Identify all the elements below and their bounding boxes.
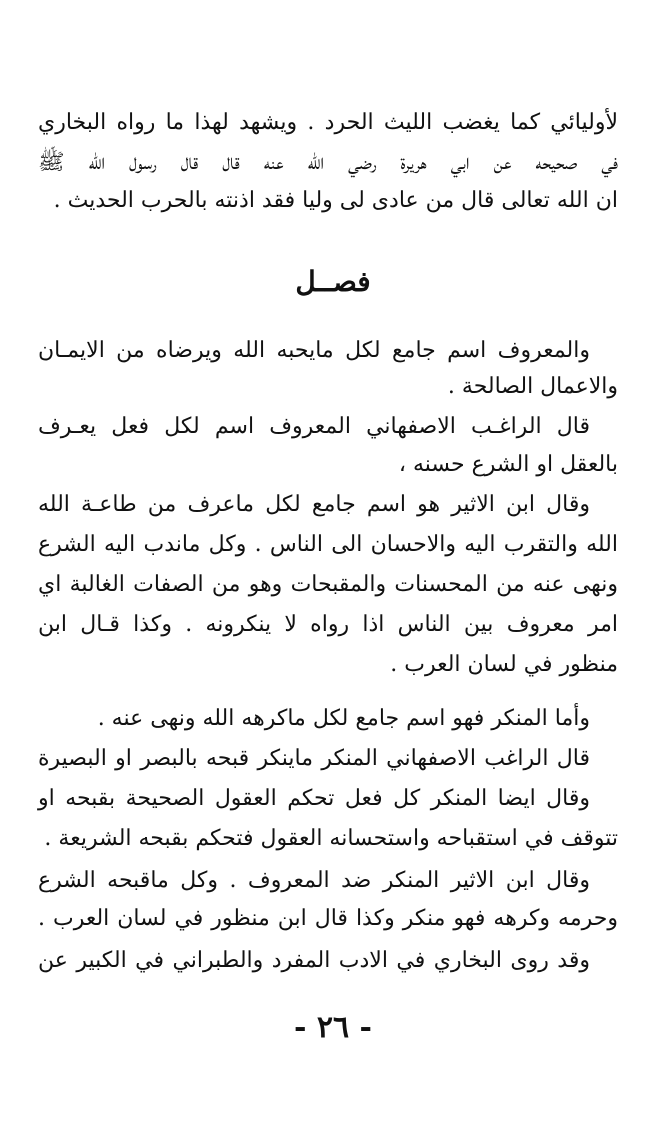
- text-line: ونهى عنه من المحسنات والمقبحات وهو من الصفات الغالبة اي: [38, 572, 618, 597]
- text-line: وقال ايضا المنكر كل فعل تحكم العقول الصحيحة بقبحه او: [38, 786, 590, 811]
- page-number: - ٢٦ -: [293, 1010, 373, 1045]
- text-line: وقال ابن الاثير المنكر ضد المعروف . وكل ماقبحه الشرع: [38, 868, 590, 893]
- text-line: في صحيحه عن ابي هريرة رضي الله عنه قال قال رسول الله ﷺ: [38, 150, 618, 175]
- text-line: قال الراغـب الاصفهاني المعروف اسم لكل فعل يعـرف: [38, 414, 590, 439]
- text-line: وقد روى البخاري في الادب المفرد والطبراني في الكبير عن: [38, 948, 590, 973]
- text-line: ان الله تعالى قال من عادى لى وليا فقد اذنته بالحرب الحديث .: [53, 188, 618, 213]
- text-line: تتوقف في استقباحه واستحسانه العقول فتحكم بقبحه الشريعة .: [44, 826, 618, 851]
- text-line: بالعقل او الشرع حسنه ،: [398, 452, 618, 477]
- section-title: فصــل: [295, 265, 371, 298]
- text-line: والمعروف اسم جامع لكل مايحبه الله ويرضاه من الايمـان: [38, 338, 590, 363]
- text-line: الله والتقرب اليه والاحسان الى الناس . وكل ماندب اليه الشرع: [38, 532, 618, 557]
- text-line: والاعمال الصالحة .: [447, 374, 618, 399]
- text-line: قال الراغب الاصفهاني المنكر ماينكر قبحه بالبصر او البصيرة: [38, 746, 590, 771]
- text-line: منظور في لسان العرب .: [390, 652, 618, 677]
- text-line: وأما المنكر فهو اسم جامع لكل ماكرهه الله ونهى عنه .: [97, 706, 590, 731]
- text-line: لأوليائي كما يغضب الليث الحرد . ويشهد لهذا ما رواه البخاري: [38, 110, 618, 135]
- text-line: وقال ابن الاثير هو اسم جامع لكل ماعرف من طاعـة الله: [38, 492, 590, 517]
- text-line: وحرمه وكرهه فهو منكر وكذا قال ابن منظور في لسان العرب .: [38, 906, 618, 931]
- text-line: امر معروف بين الناس اذا رواه لا ينكرونه . وكذا قـال ابن: [38, 612, 618, 637]
